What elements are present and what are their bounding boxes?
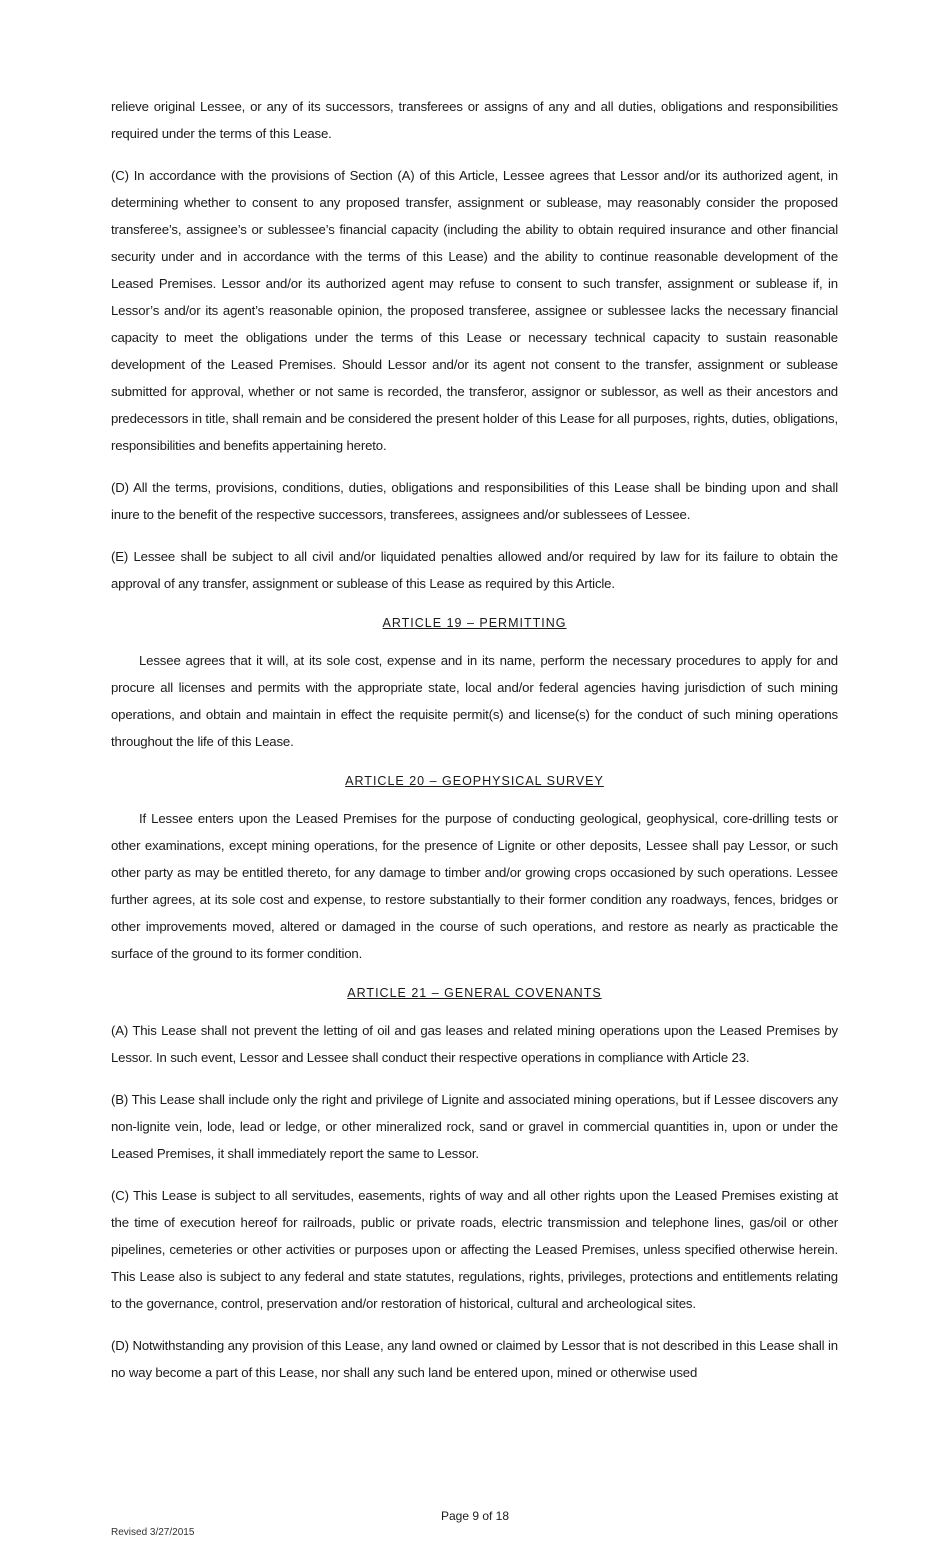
paragraph-section-d-binding: (D) All the terms, provisions, conditions, duties, obligations and responsibilities of this Lease shall be binding upon and shall inure to the benefit of the respective successors, transferees, assignees and/or sublessees of Lessee. xyxy=(111,480,838,522)
article-21-heading: ARTICLE 21 – GENERAL COVENANTS xyxy=(347,986,602,1000)
article-20-heading: ARTICLE 20 – GEOPHYSICAL SURVEY xyxy=(345,774,604,788)
article-21-section-c: (C) This Lease is subject to all servitudes, easements, rights of way and all other rights upon the Leased Premises existing at the time of execution hereof for railroads, public or private roads, electric transmission and telephone lines, gas/oil or other pipelines, cemeteries or other activities or purposes upon or affecting the Leased Premises, unless specified otherwise herein. This Lease also is subject to any federal and state statutes, regulations, rights, privileges, protections and entitlements relating to the governance, control, preservation and/or restoration of historical, cultural and archeological sites. xyxy=(111,1188,838,1311)
revision-date: Revised 3/27/2015 xyxy=(111,1527,195,1538)
article-19-text: Lessee agrees that it will, at its sole cost, expense and in its name, perform the necessary procedures to apply for and procure all licenses and permits with the appropriate state, local and/or federal agencies having jurisdiction of such mining operations, and obtain and maintain in effect the requisite permit(s) and license(s) for the conduct of such mining operations throughout the life of this Lease. xyxy=(111,653,838,749)
article-21-section-b: (B) This Lease shall include only the right and privilege of Lignite and associated mining operations, but if Lessee discovers any non-lignite vein, lode, lead or ledge, or other mineralized rock, sand or gravel in commercial quantities in, upon or under the Leased Premises, it shall immediately report the same to Lessor. xyxy=(111,1092,838,1161)
article-19-heading: ARTICLE 19 – PERMITTING xyxy=(382,616,567,630)
document-body xyxy=(111,93,838,1401)
paragraph-relieve-lessee: relieve original Lessee, or any of its successors, transferees or assigns of any and all duties, obligations and responsibilities required under the terms of this Lease. xyxy=(111,99,838,141)
page-number: Page 9 of 18 xyxy=(440,1509,510,1523)
article-21-section-d: (D) Notwithstanding any provision of this Lease, any land owned or claimed by Lessor that is not described in this Lease shall in no way become a part of this Lease, nor shall any such land be entered upon, mined or otherwise used xyxy=(111,1338,838,1380)
article-21-section-a: (A) This Lease shall not prevent the letting of oil and gas leases and related mining operations upon the Leased Premises by Lessor. In such event, Lessor and Lessee shall conduct their respective operations in compliance with Article 23. xyxy=(111,1023,838,1065)
paragraph-section-e-penalties: (E) Lessee shall be subject to all civil and/or liquidated penalties allowed and/or required by law for its failure to obtain the approval of any transfer, assignment or sublease of this Lease as required by this Article. xyxy=(111,549,838,591)
paragraph-section-c-consent: (C) In accordance with the provisions of Section (A) of this Article, Lessee agrees that Lessor and/or its authorized agent, in determining whether to consent to any proposed transfer, assignment or sublease, may reasonably consider the proposed transferee’s, assignee’s or sublessee’s financial capacity (including the ability to obtain required insurance and other financial security under and in accordance with the terms of this Lease) and the ability to continue reasonable development of the Leased Premises. Lessor and/or its authorized agent may refuse to consent to such transfer, assignment or sublease if, in Lessor’s and/or its agent’s reasonable opinion, the proposed transferee, assignee or sublessee lacks the necessary financial capacity to meet the obligations under the terms of this Lease or necessary technical capacity to sustain reasonable development of the Leased Premises. Should Lessor and/or its agent not consent to the transfer, assignment or sublease submitted for approval, whether or not same is recorded, the transferor, assignor or sublessor, as well as their ancestors and predecessors in title, shall remain and be considered the present holder of this Lease for all purposes, rights, duties, obligations, responsibilities and benefits appertaining hereto. xyxy=(111,168,838,453)
article-20-text: If Lessee enters upon the Leased Premises for the purpose of conducting geological, geophysical, core-drilling tests or other examinations, except mining operations, for the presence of Lignite or other deposits, Lessee shall pay Lessor, or such other party as may be entitled thereto, for any damage to timber and/or growing crops occasioned by such operations. Lessee further agrees, at its sole cost and expense, to restore substantially to their former condition any roadways, fences, bridges or other improvements moved, altered or damaged in the course of such operations, and restore as nearly as practicable the surface of the ground to its former condition. xyxy=(111,811,838,961)
